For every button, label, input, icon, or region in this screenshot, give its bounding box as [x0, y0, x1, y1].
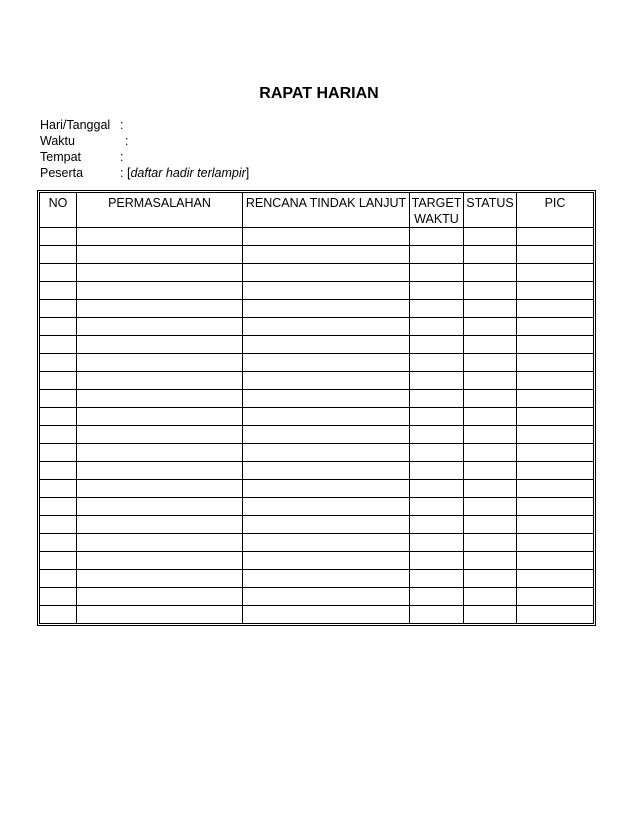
table-cell[interactable] [77, 408, 243, 426]
table-row [40, 444, 593, 462]
meeting-table [37, 190, 596, 626]
table-cell[interactable] [77, 552, 243, 570]
table-row [40, 354, 593, 372]
table-cell[interactable] [40, 498, 77, 516]
table-cell[interactable] [77, 372, 243, 390]
table-cell[interactable] [40, 462, 77, 480]
table-row [40, 516, 593, 534]
table-cell[interactable] [40, 534, 77, 552]
table-cell[interactable] [40, 516, 77, 534]
table-cell[interactable] [464, 534, 517, 552]
table-row [40, 336, 593, 354]
table-cell[interactable] [243, 570, 410, 588]
table-cell[interactable] [464, 426, 517, 444]
field-label: Hari/Tanggal [40, 118, 111, 132]
table-cell[interactable] [40, 264, 77, 282]
table-cell[interactable] [77, 462, 243, 480]
table-row [40, 498, 593, 516]
table-row [40, 588, 593, 606]
table-cell[interactable] [517, 372, 593, 390]
table-cell[interactable] [243, 336, 410, 354]
table-cell[interactable] [40, 300, 77, 318]
table-cell[interactable] [40, 318, 77, 336]
table-cell[interactable] [410, 588, 464, 606]
table-cell[interactable] [77, 516, 243, 534]
table-cell[interactable] [464, 246, 517, 264]
table-cell[interactable] [464, 372, 517, 390]
table-cell[interactable] [464, 606, 517, 623]
field-separator: : [120, 150, 124, 164]
table-cell[interactable] [517, 390, 593, 408]
table-cell[interactable] [464, 588, 517, 606]
table-cell[interactable] [464, 282, 517, 300]
table-row [40, 552, 593, 570]
table-cell[interactable] [40, 246, 77, 264]
table-cell[interactable] [243, 498, 410, 516]
table-cell[interactable] [77, 354, 243, 372]
table-cell[interactable] [40, 570, 77, 588]
field-waktu [40, 133, 129, 149]
table-cell[interactable] [410, 516, 464, 534]
table-cell[interactable] [517, 354, 593, 372]
field-separator: : [125, 134, 129, 148]
table-row [40, 318, 593, 336]
table-cell[interactable] [464, 264, 517, 282]
table-cell[interactable] [40, 336, 77, 354]
table-cell[interactable] [40, 552, 77, 570]
table-cell[interactable] [517, 444, 593, 462]
table-cell[interactable] [40, 588, 77, 606]
table-cell[interactable] [243, 354, 410, 372]
table-cell[interactable] [243, 444, 410, 462]
table-cell[interactable] [77, 588, 243, 606]
table-cell[interactable] [243, 300, 410, 318]
table-cell[interactable] [410, 606, 464, 623]
table-cell[interactable] [464, 390, 517, 408]
table-cell[interactable] [410, 498, 464, 516]
table-cell[interactable] [77, 300, 243, 318]
table-cell[interactable] [77, 264, 243, 282]
table-row [40, 390, 593, 408]
table-cell[interactable] [410, 354, 464, 372]
header-pic: PIC [517, 193, 593, 228]
table-cell[interactable] [243, 264, 410, 282]
field-hari-tanggal [40, 117, 124, 133]
table-cell[interactable] [517, 570, 593, 588]
table-cell[interactable] [464, 408, 517, 426]
table-cell[interactable] [243, 552, 410, 570]
table-cell[interactable] [410, 390, 464, 408]
table-cell[interactable] [464, 444, 517, 462]
field-peserta [40, 165, 250, 181]
table-cell[interactable] [517, 516, 593, 534]
table-row [40, 228, 593, 246]
header-rencana-tindak-lanjut: RENCANA TINDAK LANJUT [243, 193, 410, 228]
table-row [40, 534, 593, 552]
table-cell[interactable] [243, 228, 410, 246]
table-row [40, 480, 593, 498]
header-permasalahan: PERMASALAHAN [77, 193, 243, 228]
table-cell[interactable] [243, 480, 410, 498]
table-cell[interactable] [243, 246, 410, 264]
table-cell[interactable] [517, 408, 593, 426]
table-cell[interactable] [40, 372, 77, 390]
table-cell[interactable] [77, 444, 243, 462]
table-cell[interactable] [243, 372, 410, 390]
table-cell[interactable] [517, 462, 593, 480]
table-cell[interactable] [40, 480, 77, 498]
table-cell[interactable] [464, 516, 517, 534]
table-row [40, 282, 593, 300]
table-cell[interactable] [77, 282, 243, 300]
table-cell[interactable] [517, 480, 593, 498]
table-cell[interactable] [464, 300, 517, 318]
table-cell[interactable] [77, 498, 243, 516]
field-value-open: [ [126, 166, 131, 180]
table-cell[interactable] [517, 282, 593, 300]
table-row [40, 300, 593, 318]
table-cell[interactable] [410, 426, 464, 444]
table-cell[interactable] [40, 390, 77, 408]
table-cell[interactable] [243, 426, 410, 444]
field-label: Waktu [40, 134, 75, 148]
table-cell[interactable] [410, 282, 464, 300]
header-status: STATUS [464, 193, 517, 228]
table-cell[interactable] [517, 300, 593, 318]
table-cell[interactable] [77, 390, 243, 408]
table-cell[interactable] [517, 336, 593, 354]
table-cell[interactable] [410, 408, 464, 426]
table-cell[interactable] [410, 462, 464, 480]
table-row [40, 606, 593, 623]
table-cell[interactable] [410, 228, 464, 246]
table-cell[interactable] [464, 498, 517, 516]
table-cell[interactable] [40, 228, 77, 246]
table-header-row [40, 193, 593, 228]
field-value-close: ] [245, 166, 250, 180]
table-cell[interactable] [77, 570, 243, 588]
field-tempat [40, 149, 124, 165]
table-cell[interactable] [77, 246, 243, 264]
table-cell[interactable] [517, 246, 593, 264]
table-cell[interactable] [464, 318, 517, 336]
table-cell[interactable] [77, 534, 243, 552]
table-cell[interactable] [243, 408, 410, 426]
table-cell[interactable] [77, 318, 243, 336]
table-row [40, 408, 593, 426]
table-cell[interactable] [517, 228, 593, 246]
table-row [40, 264, 593, 282]
field-value-peserta: daftar hadir terlampir [130, 166, 246, 180]
table-row [40, 426, 593, 444]
table-row [40, 246, 593, 264]
table-cell[interactable] [517, 264, 593, 282]
table-cell[interactable] [410, 246, 464, 264]
table-row [40, 372, 593, 390]
table-cell[interactable] [410, 570, 464, 588]
table-cell[interactable] [410, 300, 464, 318]
table-cell[interactable] [40, 444, 77, 462]
table-cell[interactable] [40, 354, 77, 372]
table-cell[interactable] [243, 588, 410, 606]
table-cell[interactable] [243, 282, 410, 300]
table-cell[interactable] [40, 426, 77, 444]
table-row [40, 570, 593, 588]
table-cell[interactable] [77, 606, 243, 623]
header-target-waktu: TARGET WAKTU [410, 193, 464, 228]
table-cell[interactable] [410, 534, 464, 552]
table-cell[interactable] [464, 552, 517, 570]
table-cell[interactable] [243, 606, 410, 623]
field-label: Tempat [40, 150, 81, 164]
table-row [40, 462, 593, 480]
table-cell[interactable] [40, 606, 77, 623]
table-cell[interactable] [40, 408, 77, 426]
table-cell[interactable] [410, 372, 464, 390]
table-cell[interactable] [410, 318, 464, 336]
table-cell[interactable] [243, 318, 410, 336]
table-cell[interactable] [517, 606, 593, 623]
table-cell[interactable] [410, 264, 464, 282]
table-cell[interactable] [464, 462, 517, 480]
table-cell[interactable] [464, 570, 517, 588]
table-cell[interactable] [517, 552, 593, 570]
table-cell[interactable] [464, 354, 517, 372]
table-cell[interactable] [243, 462, 410, 480]
header-no: NO [40, 193, 77, 228]
field-separator: : [120, 118, 124, 132]
table-cell[interactable] [410, 444, 464, 462]
table-cell[interactable] [77, 426, 243, 444]
table-cell[interactable] [243, 516, 410, 534]
table-cell[interactable] [243, 390, 410, 408]
table-cell[interactable] [410, 336, 464, 354]
table-cell[interactable] [410, 480, 464, 498]
field-separator: : [120, 166, 124, 180]
page-title: RAPAT HARIAN [259, 85, 379, 102]
field-label: Peserta [40, 166, 84, 180]
table-cell[interactable] [464, 228, 517, 246]
table-cell[interactable] [243, 534, 410, 552]
table-cell[interactable] [410, 552, 464, 570]
table-cell[interactable] [517, 588, 593, 606]
table-cell[interactable] [77, 480, 243, 498]
table-cell[interactable] [77, 228, 243, 246]
table-cell[interactable] [517, 534, 593, 552]
table-cell[interactable] [517, 318, 593, 336]
table-cell[interactable] [464, 480, 517, 498]
table-cell[interactable] [40, 282, 77, 300]
table-cell[interactable] [464, 336, 517, 354]
table-cell[interactable] [517, 498, 593, 516]
table-cell[interactable] [517, 426, 593, 444]
table-cell[interactable] [77, 336, 243, 354]
